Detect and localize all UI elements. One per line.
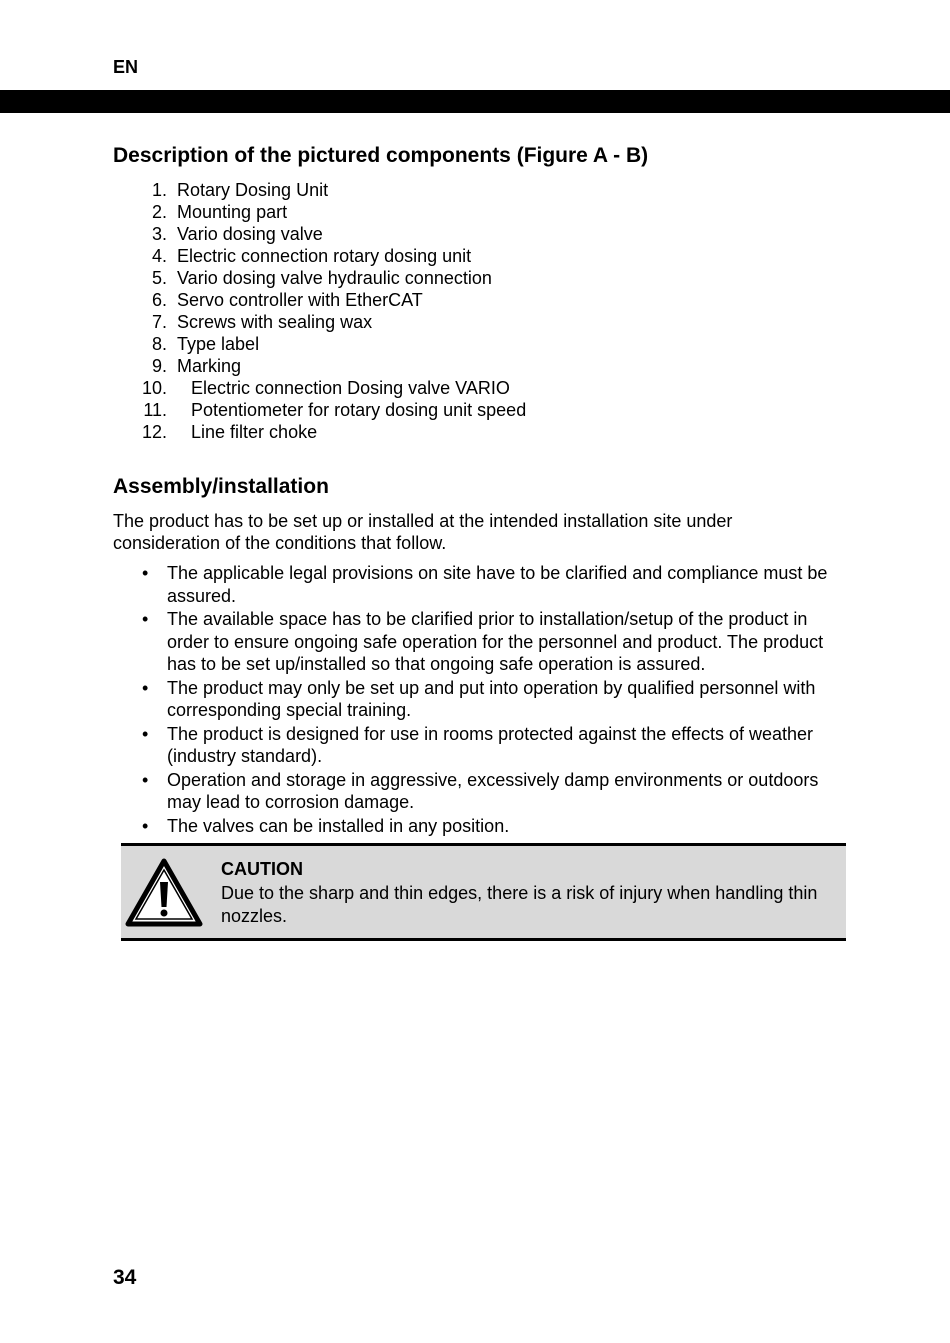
language-tag: EN xyxy=(113,57,139,77)
list-item xyxy=(113,399,526,421)
header-bar xyxy=(0,90,950,113)
list-item-number: 12. xyxy=(141,422,167,442)
list-item xyxy=(113,608,838,676)
list-item xyxy=(113,769,838,814)
page-number: 34 xyxy=(113,1266,137,1289)
list-item-text: Potentiometer for rotary dosing unit speed xyxy=(191,400,527,420)
list-item-text: Electric connection Dosing valve VARIO xyxy=(191,378,510,398)
list-item xyxy=(113,333,526,355)
list-item-text: The valves can be installed in any position. xyxy=(167,815,510,836)
caution-title: CAUTION xyxy=(221,859,303,879)
list-item xyxy=(113,245,526,267)
list-item xyxy=(113,201,526,223)
list-item xyxy=(113,311,526,333)
list-item-number: 5. xyxy=(151,268,167,288)
list-item xyxy=(113,421,526,443)
assembly-intro: The product has to be set up or installed at the intended installation site under consideration of the conditions that follow. xyxy=(113,511,733,553)
list-item xyxy=(113,377,526,399)
list-item-number: 8. xyxy=(151,334,167,354)
list-item-text: Marking xyxy=(177,356,242,376)
warning-triangle-icon xyxy=(125,858,203,928)
list-item xyxy=(113,267,526,289)
list-item-number: 9. xyxy=(151,356,167,376)
bullet-icon: • xyxy=(142,563,149,583)
bullet-icon: • xyxy=(142,815,149,836)
list-item xyxy=(113,562,838,607)
bullet-icon: • xyxy=(142,723,149,744)
list-item-text: Screws with sealing wax xyxy=(177,312,373,332)
list-item xyxy=(113,815,838,838)
list-item-text: Type label xyxy=(177,334,260,354)
list-item-number: 7. xyxy=(151,312,167,332)
list-item-text: Mounting part xyxy=(177,202,288,222)
list-item-text: Vario dosing valve hydraulic connection xyxy=(177,268,492,288)
list-item-text: Servo controller with EtherCAT xyxy=(177,290,423,310)
list-item-text: Electric connection rotary dosing unit xyxy=(177,246,472,266)
assembly-section-title: Assembly/installation xyxy=(113,475,329,498)
list-item-number: 6. xyxy=(151,290,167,310)
list-item-number: 1. xyxy=(151,180,167,200)
list-item-number: 4. xyxy=(151,246,167,266)
list-item xyxy=(113,723,838,768)
caution-text: Due to the sharp and thin edges, there is a risk of injury when handling thin nozzles. xyxy=(221,883,818,926)
components-section-title: Description of the pictured components (Figure A - B) xyxy=(113,144,649,167)
list-item-text: Operation and storage in aggressive, excessively damp environments or outdoors may lead to corrosion damage. xyxy=(167,769,819,812)
list-item-text: Vario dosing valve xyxy=(177,224,323,244)
list-item xyxy=(113,677,838,722)
list-item xyxy=(113,289,526,311)
assembly-bullet-list xyxy=(113,562,838,838)
list-item-text: The applicable legal provisions on site have to be clarified and compliance must be assured. xyxy=(167,563,828,606)
list-item-text: The available space has to be clarified prior to installation/setup of the product in order to ensure ongoing safe operation for the personnel and product. The product has to be set up/installed so that ongoing safe operation is assured. xyxy=(167,609,824,674)
list-item-text: The product may only be set up and put into operation by qualified personnel with corresponding special training. xyxy=(167,677,816,720)
bullet-icon: • xyxy=(142,769,149,790)
list-item-number: 2. xyxy=(151,202,167,222)
list-item xyxy=(113,223,526,245)
bullet-icon: • xyxy=(142,609,149,629)
list-item xyxy=(113,355,526,377)
components-list xyxy=(113,179,526,443)
list-item-text: Line filter choke xyxy=(191,422,318,442)
list-item-number: 11. xyxy=(143,400,167,420)
caution-box xyxy=(121,843,846,941)
bullet-icon: • xyxy=(142,677,149,698)
list-item xyxy=(113,179,526,201)
list-item-number: 3. xyxy=(151,224,167,244)
list-item-text: Rotary Dosing Unit xyxy=(177,180,329,200)
list-item-number: 10. xyxy=(141,378,167,398)
list-item-text: The product is designed for use in rooms protected against the effects of weather (industry standard). xyxy=(167,723,814,766)
